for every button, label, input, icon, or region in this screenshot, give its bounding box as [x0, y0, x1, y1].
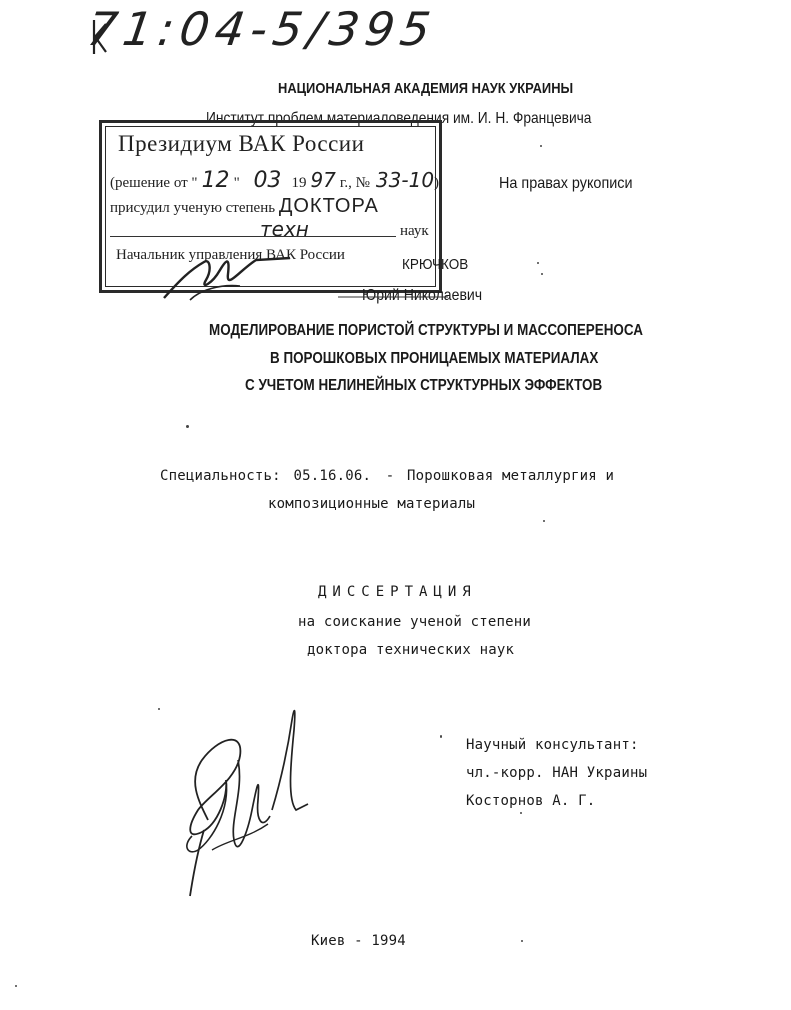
archive-k-mark	[90, 18, 110, 58]
stamp-decision-year-prefix: 19	[291, 175, 307, 191]
name-strike-line	[338, 296, 448, 300]
scan-speck	[540, 145, 542, 147]
rights-note: На правах рукописи	[499, 175, 633, 192]
scan-speck	[520, 812, 522, 814]
specialty-code: 05.16.06.	[293, 468, 372, 484]
specialty-dash: -	[385, 468, 395, 484]
stamp-signature	[160, 240, 300, 310]
stamp-decision-year: 97	[310, 168, 336, 192]
author-surname: КРЮЧКОВ	[402, 256, 469, 273]
stamp-title: Президиум ВАК России	[118, 131, 365, 156]
author-name: Юрий Николаевич	[362, 287, 483, 304]
stamp-awarded: присудил ученую степень	[110, 200, 276, 216]
scan-speck	[543, 520, 545, 522]
stamp-decision-close: )	[434, 175, 440, 191]
stamp-decision-year-suffix: г., №	[339, 175, 370, 191]
stamp-awarded-line	[110, 195, 379, 218]
degree-line-1: на соискание ученой степени	[298, 614, 531, 630]
author-signature	[168, 700, 318, 900]
scan-speck	[537, 262, 539, 264]
scan-speck	[521, 940, 523, 942]
scan-speck	[186, 425, 189, 428]
specialty-name-1: Порошковая металлургия и	[407, 468, 615, 484]
scan-speck	[440, 735, 442, 738]
stamp-chief: Начальник управления ВАК России	[116, 247, 345, 263]
archive-number-text: 71:04-5/395	[84, 2, 440, 56]
stamp-decision-number: 33-10	[375, 168, 435, 192]
consultant-label: Научный консультант:	[466, 737, 639, 753]
title-line-3: С УЧЕТОМ НЕЛИНЕЙНЫХ СТРУКТУРНЫХ ЭФФЕКТОВ	[245, 377, 603, 394]
scan-speck	[15, 985, 17, 987]
archive-number	[84, 2, 439, 56]
stamp-science-handwritten: техн	[260, 217, 309, 241]
specialty-label: Специальность:	[160, 468, 281, 484]
city-year: Киев - 1994	[311, 933, 406, 949]
institute-line: Институт проблем материаловедения им. И. Н. Францевича	[206, 110, 592, 127]
title-line-2: В ПОРОШКОВЫХ ПРОНИЦАЕМЫХ МАТЕРИАЛАХ	[270, 350, 599, 367]
doc-type: ДИССЕРТАЦИЯ	[318, 584, 477, 600]
stamp-decision-line: (решение от " 12 " 03 19 97 г., № 33-10)	[110, 168, 440, 193]
degree-line-2: доктора технических наук	[307, 642, 515, 658]
specialty-name-2: композиционные материалы	[268, 496, 476, 512]
consultant-name: Косторнов А. Г.	[466, 793, 596, 809]
stamp-degree: ДОКТОРА	[278, 195, 379, 217]
consultant-title: чл.-корр. НАН Украины	[466, 765, 648, 781]
stamp-decision-day: 12	[201, 168, 230, 193]
stamp-science-suffix: наук	[400, 223, 429, 239]
academy-heading: НАЦИОНАЛЬНАЯ АКАДЕМИЯ НАУК УКРАИНЫ	[278, 80, 574, 97]
specialty-line	[160, 468, 614, 484]
stamp-decision-month: 03	[253, 168, 282, 193]
scan-speck	[158, 708, 160, 710]
title-line-1: МОДЕЛИРОВАНИЕ ПОРИСТОЙ СТРУКТУРЫ И МАССОПЕРЕНОСА	[209, 322, 643, 339]
scan-speck	[541, 273, 543, 275]
stamp-decision-prefix: (решение от "	[110, 175, 198, 191]
